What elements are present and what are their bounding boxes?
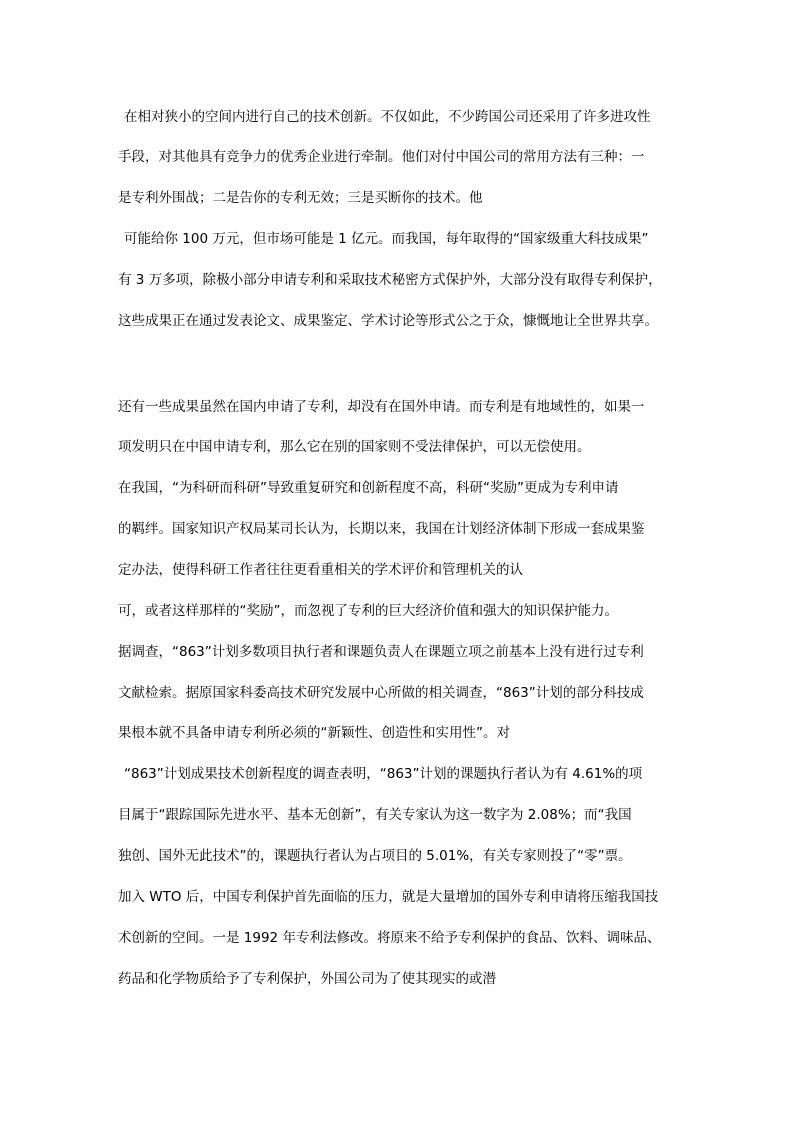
text-line: 果根本就不具备申请专利所必须的“新颖性、创造性和实用性”。对 [118, 725, 510, 741]
text-line: 文献检索。据原国家科委高技术研究发展中心所做的相关调查，“863”计划的部分科技成 [118, 685, 644, 701]
text-line: 药品和化学物质给予了专利保护，外国公司为了使其现实的或潜 [118, 971, 496, 987]
text-line: 这些成果正在通过发表论文、成果鉴定、学术讨论等形式公之于众，慷慨地让全世界共享。 [118, 313, 658, 329]
text-line: 据调查，“863”计划多数项目执行者和课题负责人在课题立项之前基本上没有进行过专利 [118, 644, 644, 660]
text-line: 在相对狭小的空间内进行自己的技术创新。不仅如此，不少跨国公司还采用了许多进攻性 [124, 109, 651, 125]
text-line: 是专利外围战；二是告你的专利无效；三是买断你的技术。他 [118, 190, 483, 206]
text-line: “863”计划成果技术创新程度的调查表明，“863”计划的课题执行者认为有 4.61%的项 [124, 766, 643, 782]
text-line: 独创、国外无此技术”的，课题执行者认为占项目的 5.01%，有关专家则投了“零”票。 [118, 848, 632, 864]
text-line: 术创新的空间。一是 1992 年专利法修改。将原来不给予专利保护的食品、饮料、调味品、 [118, 930, 661, 946]
text-line: 项发明只在中国申请专利，那么它在别的国家则不受法律保护，可以无偿使用。 [118, 439, 591, 455]
text-line: 定办法，使得科研工作者往往更看重相关的学术评价和管理机关的认 [118, 562, 523, 578]
text-line: 有 3 万多项，除极小部分申请专利和采取技术秘密方式保护外，大部分没有取得专利保护， [118, 272, 662, 288]
text-line: 还有一些成果虽然在国内申请了专利，却没有在国外申请。而专利是有地域性的，如果一 [118, 399, 645, 415]
text-line: 手段，对其他具有竞争力的优秀企业进行牵制。他们对付中国公司的常用方法有三种：一 [118, 149, 645, 165]
text-line: 加入 WTO 后，中国专利保护首先面临的压力，就是大量增加的国外专利申请将压缩我国技 [118, 889, 659, 905]
text-line: 在我国，“为科研而科研”导致重复研究和创新程度不高，科研“奖励”更成为专利申请 [118, 480, 619, 496]
text-line: 可能给你 100 万元，但市场可能是 1 亿元。而我国，每年取得的“国家级重大科技成果” [124, 231, 649, 247]
text-line: 的羁绊。国家知识产权局某司长认为，长期以来，我国在计划经济体制下形成一套成果鉴 [118, 521, 645, 537]
text-line: 目属于“跟踪国际先进水平、基本无创新”，有关专家认为这一数字为 2.08%；而“我国 [118, 807, 632, 823]
text-line: 可，或者这样那样的“奖励”，而忽视了专利的巨大经济价值和强大的知识保护能力。 [118, 603, 618, 619]
